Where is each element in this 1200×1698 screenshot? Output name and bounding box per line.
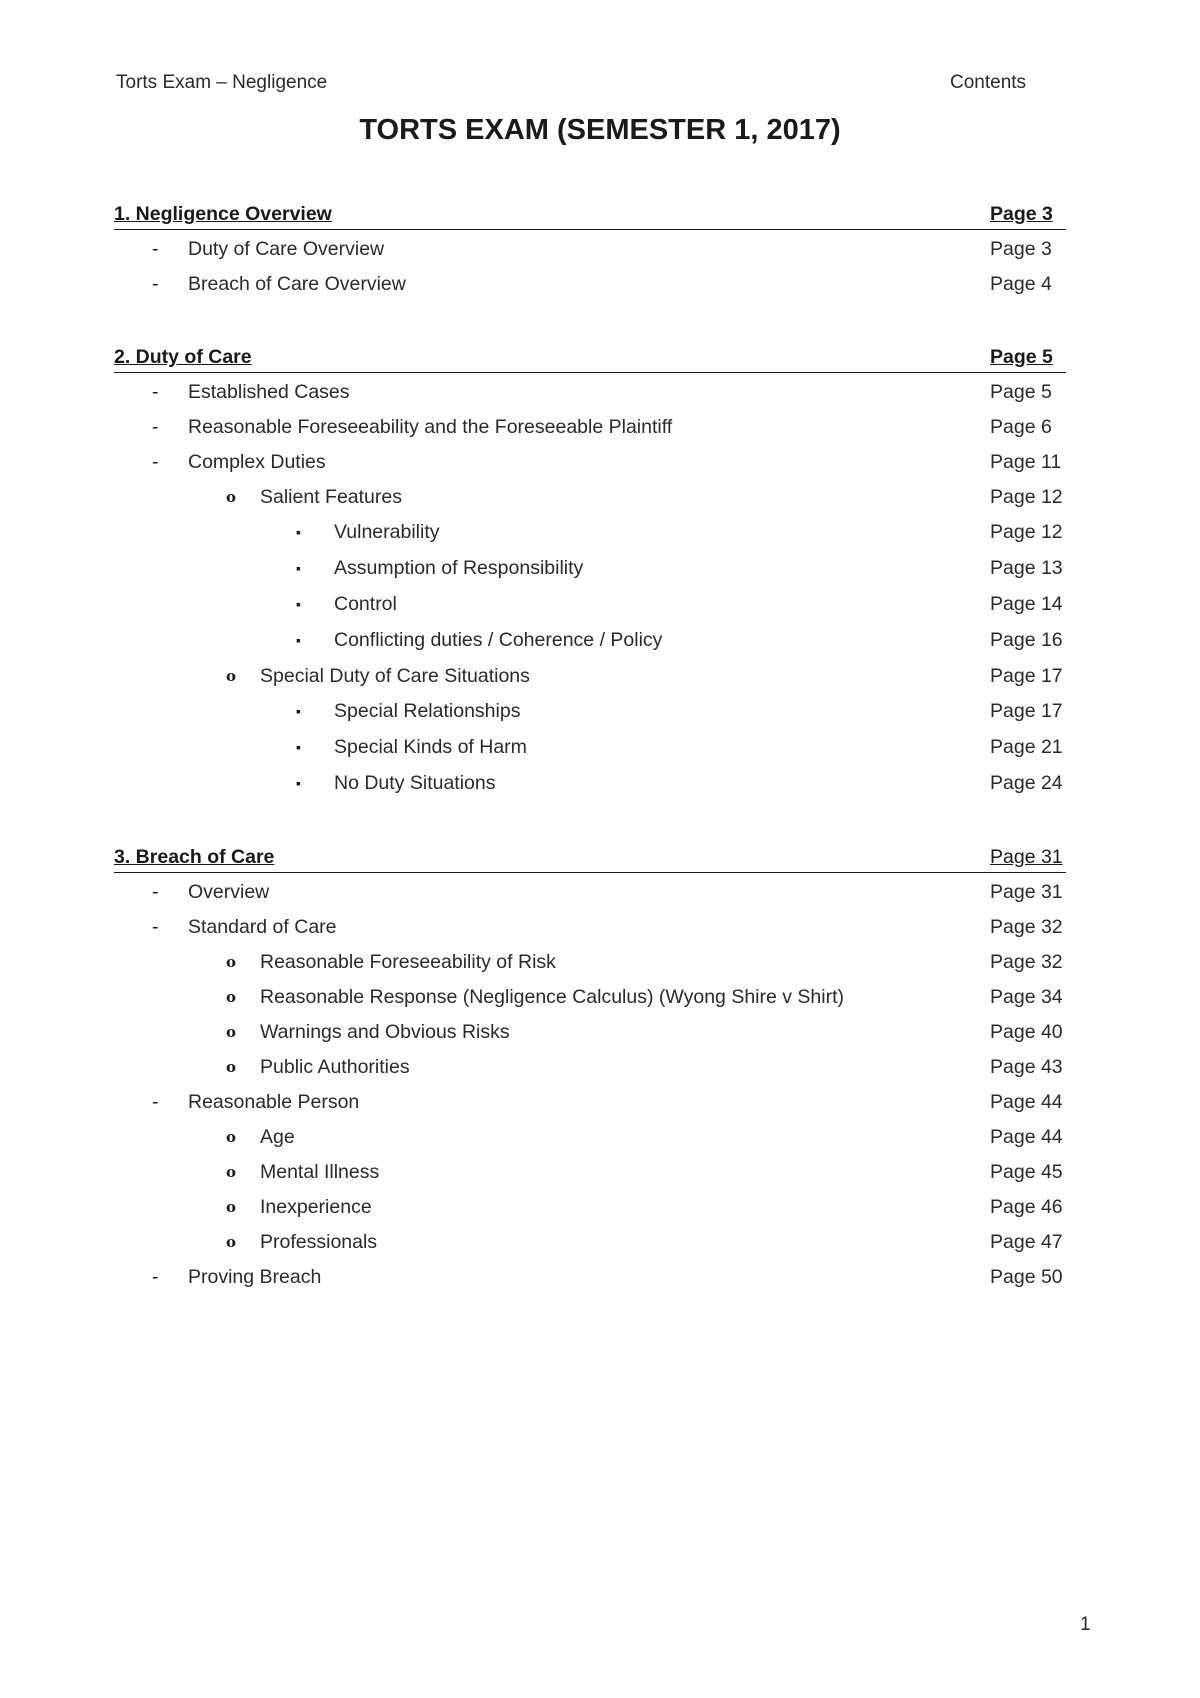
toc-entry-label: Complex Duties [188, 451, 326, 473]
toc-entry-page: Page 32 [990, 916, 1063, 938]
toc-entry-label: Age [260, 1126, 295, 1148]
toc-entry-page: Page 12 [990, 486, 1063, 508]
circle-bullet-icon: o [226, 1233, 237, 1251]
dash-bullet-icon: - [152, 1266, 159, 1288]
toc-entry-page: Page 17 [990, 700, 1063, 722]
toc-entry-label: Special Duty of Care Situations [260, 665, 530, 687]
dash-bullet-icon: - [152, 1091, 159, 1113]
toc-entry-page: Page 40 [990, 1021, 1063, 1043]
toc-entry-label: Reasonable Response (Negligence Calculus) (Wyong Shire v Shirt) [260, 986, 845, 1008]
circle-bullet-icon: o [226, 1128, 237, 1146]
toc-entry-page: Page 5 [990, 381, 1052, 403]
circle-bullet-icon: o [226, 1198, 237, 1216]
toc-entry[interactable] [114, 1225, 1066, 1260]
toc-entry[interactable] [114, 1260, 1066, 1295]
toc-entry-page: Page 24 [990, 772, 1063, 794]
square-bullet-icon: ▪ [296, 596, 301, 612]
running-header-left: Torts Exam – Negligence [116, 72, 328, 93]
dash-bullet-icon: - [152, 416, 159, 438]
toc-entry[interactable] [114, 694, 1066, 730]
dash-bullet-icon: - [152, 238, 159, 260]
toc-entry[interactable] [114, 587, 1066, 623]
toc-section-heading[interactable] [114, 839, 1066, 873]
toc-entry[interactable] [114, 730, 1066, 766]
toc-entry-label: Reasonable Person [188, 1091, 360, 1113]
toc-entry[interactable] [114, 1120, 1066, 1155]
square-bullet-icon: ▪ [296, 703, 301, 719]
toc-entry[interactable] [114, 1190, 1066, 1225]
toc-entry-page: Page 43 [990, 1056, 1063, 1078]
dash-bullet-icon: - [152, 881, 159, 903]
toc-entry-label: Public Authorities [260, 1056, 410, 1078]
toc-entry-page: Page 11 [990, 451, 1062, 473]
toc-entry-page: Page 44 [990, 1091, 1063, 1113]
toc-entry[interactable] [114, 267, 1066, 302]
circle-bullet-icon: o [226, 488, 237, 506]
toc-section [114, 839, 1066, 1295]
toc-entry-page: Page 32 [990, 951, 1063, 973]
toc-entry-label: Duty of Care Overview [188, 238, 385, 260]
toc-entry[interactable] [114, 766, 1066, 802]
toc-entry[interactable] [114, 623, 1066, 659]
toc-entry-label: Mental Illness [260, 1161, 380, 1183]
toc-entry-page: Page 46 [990, 1196, 1063, 1218]
toc-entry[interactable] [114, 980, 1066, 1015]
toc-entry[interactable] [114, 1085, 1066, 1120]
toc-entry[interactable] [114, 1015, 1066, 1050]
toc-entry-page: Page 4 [990, 273, 1052, 295]
square-bullet-icon: ▪ [296, 739, 301, 755]
toc-entry[interactable] [114, 480, 1066, 515]
toc-entry[interactable] [114, 515, 1066, 551]
toc-entry[interactable] [114, 910, 1066, 945]
toc-entry[interactable] [114, 375, 1066, 410]
toc-entry-page: Page 3 [990, 238, 1052, 260]
toc-entry-label: No Duty Situations [334, 772, 496, 794]
circle-bullet-icon: o [226, 667, 237, 685]
toc-entry-page: Page 16 [990, 629, 1063, 651]
toc-entry-label: Established Cases [188, 381, 350, 403]
toc-entry[interactable] [114, 875, 1066, 910]
toc-entry-label: Standard of Care [188, 916, 337, 938]
toc-entry[interactable] [114, 1155, 1066, 1190]
section-page-ref: Page 3 [990, 203, 1053, 225]
square-bullet-icon: ▪ [296, 524, 301, 540]
toc-entry-page: Page 34 [990, 986, 1063, 1008]
page-title: TORTS EXAM (SEMESTER 1, 2017) [359, 114, 841, 146]
circle-bullet-icon: o [226, 1163, 237, 1181]
dash-bullet-icon: - [152, 273, 159, 295]
circle-bullet-icon: o [226, 953, 237, 971]
square-bullet-icon: ▪ [296, 560, 301, 576]
square-bullet-icon: ▪ [296, 632, 301, 648]
toc-entry[interactable] [114, 232, 1066, 267]
toc-entry-page: Page 47 [990, 1231, 1063, 1253]
dash-bullet-icon: - [152, 916, 159, 938]
toc-entry-label: Inexperience [260, 1196, 372, 1218]
toc-entry[interactable] [114, 445, 1066, 480]
toc-entry-page: Page 50 [990, 1266, 1063, 1288]
section-title: 2. Duty of Care [114, 346, 252, 368]
page-number: 1 [1080, 1614, 1091, 1635]
toc-entry-page: Page 14 [990, 593, 1063, 615]
section-title: 3. Breach of Care [114, 846, 275, 868]
toc-entry-page: Page 21 [990, 736, 1063, 758]
toc-entry-label: Assumption of Responsibility [334, 557, 584, 579]
toc-entry-page: Page 6 [990, 416, 1052, 438]
toc-entry-page: Page 45 [990, 1161, 1063, 1183]
circle-bullet-icon: o [226, 1023, 237, 1041]
square-bullet-icon: ▪ [296, 775, 301, 791]
toc-section [114, 196, 1066, 302]
toc-entry-label: Breach of Care Overview [188, 273, 406, 295]
toc-entry-label: Warnings and Obvious Risks [260, 1021, 510, 1043]
toc-entry-label: Vulnerability [334, 521, 440, 543]
running-header-right: Contents [950, 72, 1027, 93]
section-page-ref: Page 31 [990, 846, 1063, 868]
toc-section [114, 339, 1066, 802]
toc-entry-label: Conflicting duties / Coherence / Policy [334, 629, 663, 651]
toc-entry-label: Special Relationships [334, 700, 521, 722]
toc-entry-page: Page 31 [990, 881, 1063, 903]
circle-bullet-icon: o [226, 988, 237, 1006]
toc-entry-page: Page 13 [990, 557, 1063, 579]
toc-entry-label: Reasonable Foreseeability and the Foreseeable Plaintiff [188, 416, 673, 438]
toc-entry-label: Control [334, 593, 397, 615]
toc-entry[interactable] [114, 945, 1066, 980]
toc-entry[interactable] [114, 551, 1066, 587]
section-title: 1. Negligence Overview [114, 203, 332, 225]
toc-entry-label: Special Kinds of Harm [334, 736, 527, 758]
toc-section-heading[interactable] [114, 339, 1066, 373]
toc-entry[interactable] [114, 410, 1066, 445]
toc-entry[interactable] [114, 1050, 1066, 1085]
toc-section-heading[interactable] [114, 196, 1066, 230]
toc-entry[interactable] [114, 659, 1066, 694]
circle-bullet-icon: o [226, 1058, 237, 1076]
section-page-ref: Page 5 [990, 346, 1053, 368]
toc-entry-label: Professionals [260, 1231, 378, 1253]
dash-bullet-icon: - [152, 451, 159, 473]
toc-entry-label: Salient Features [260, 486, 402, 508]
toc-entry-label: Overview [188, 881, 270, 903]
toc-entry-page: Page 12 [990, 521, 1063, 543]
toc-entry-page: Page 44 [990, 1126, 1063, 1148]
toc-entry-page: Page 17 [990, 665, 1063, 687]
table-of-contents [114, 196, 1066, 1332]
dash-bullet-icon: - [152, 381, 159, 403]
toc-entry-label: Proving Breach [188, 1266, 322, 1288]
toc-entry-label: Reasonable Foreseeability of Risk [260, 951, 556, 973]
